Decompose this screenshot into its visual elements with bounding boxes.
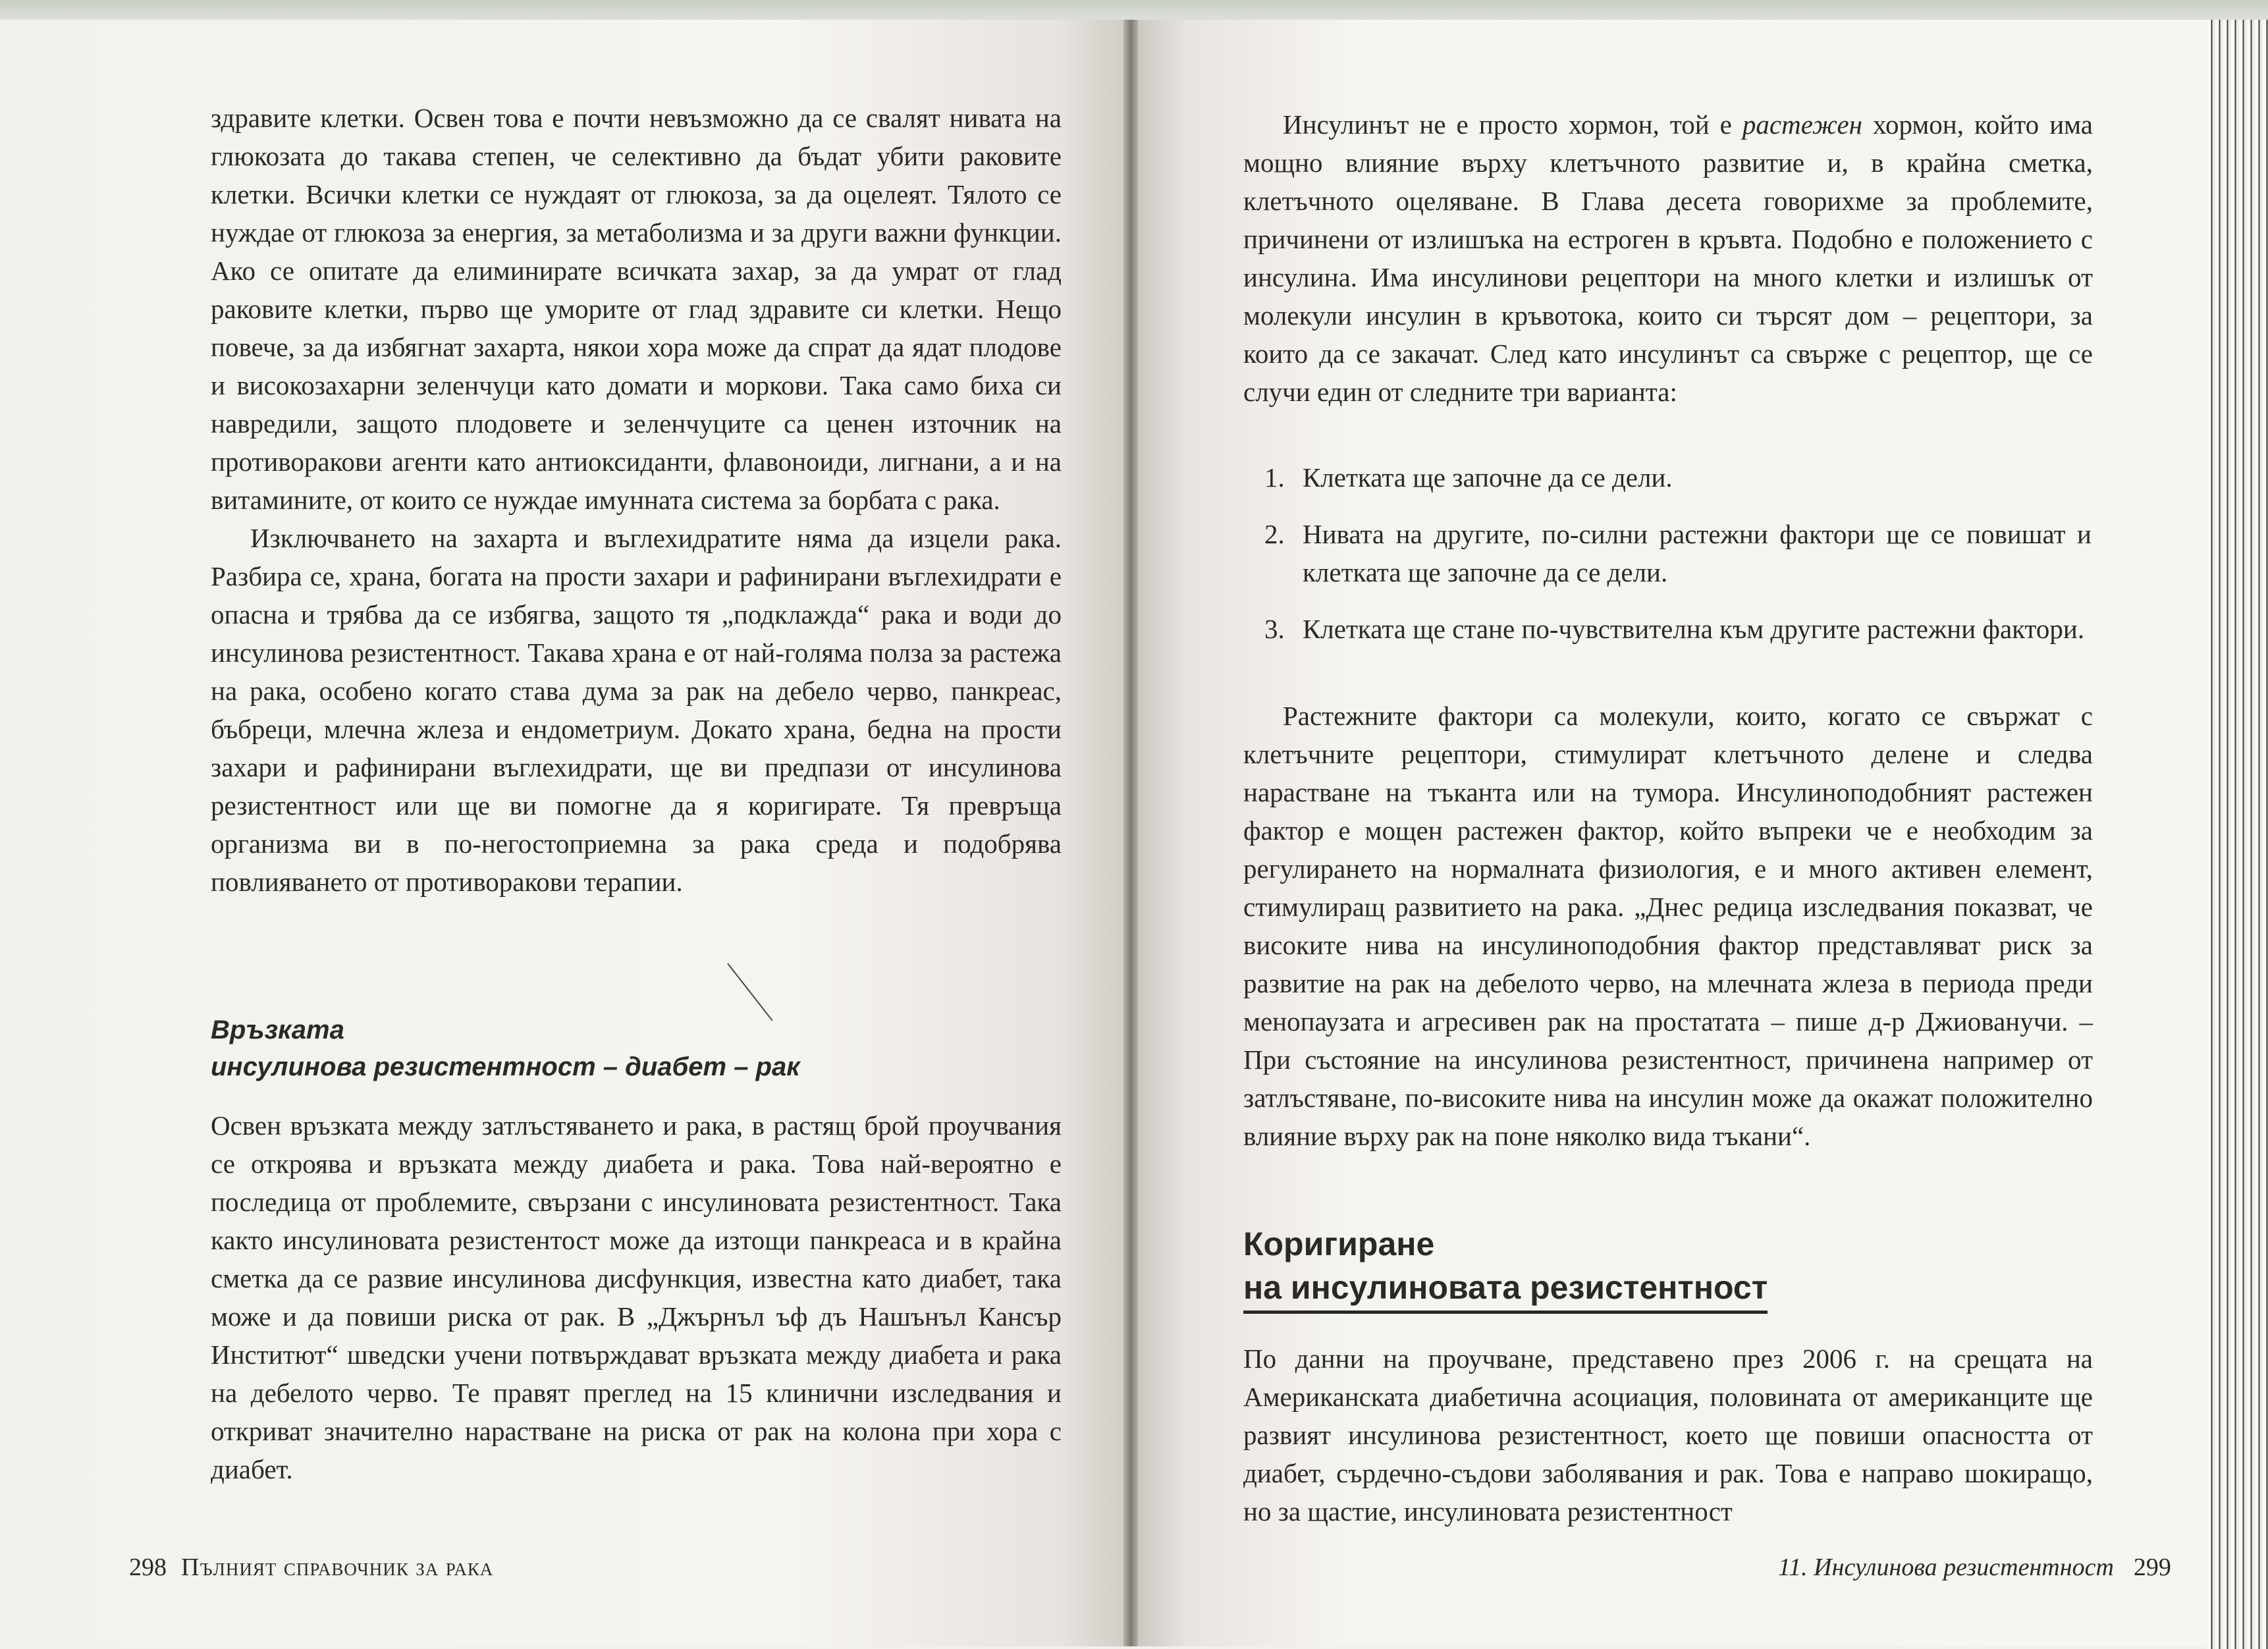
left-folio — [129, 1552, 493, 1583]
list-item-text: Клетката ще стане по-чувствителна към другите растежни фактори. — [1303, 614, 2085, 644]
right-section-text — [1243, 1339, 2093, 1530]
list-item-text: Нивата на другите, по-силни растежни фактори ще се повишат и клетката ще започне да се дели. — [1303, 519, 2092, 587]
left-section-heading-line2: инсулинова резистентност – диабет – рак — [211, 1052, 800, 1081]
intro-italic-word: растежен — [1742, 109, 1863, 140]
left-paragraph-1: здравите клетки. Освен това е почти невъзможно да се свалят нивата на глюкозата до такава степен, че селективно да бъдат убити раковите клетки. Всички клетки се нуждаят от глюкоза, за да оцелеят. Тялото се нуждае от глюкоза за енергия, за метаболизма и за други важни функции. Ако се опитате да елиминирате всичката захар, за да умрат от глад раковите клетки, първо ще уморите от глад здравите си клетки. Нещо повече, за да избягнат захарта, някои хора може да спрат да ядат плодове и високозахарни зеленчуци като домати и моркови. Така само биха си навредили, защото плодовете и зеленчуците са ценен източник на противоракови агенти като антиоксиданти, флавоноиди, лигнани, а и на витамините, от които се нуждае имунната система за борбата с рака. — [211, 103, 1062, 515]
list-item-number: 3. — [1264, 614, 1285, 644]
list-item — [1264, 610, 2092, 648]
right-growth-text — [1243, 697, 2093, 1155]
left-paragraph-2: Изключването на захарта и въглехидратите няма да изцели рака. Разбира се, храна, богата на прости захари и рафинирани въглехидрати е опасна и трябва да се избягва, защото тя „подклажда“ рака и води до инсулинова резистентност. Такава храна е от най-голяма полза за растежа на рака, особено когато става дума за рак на дебело черво, панкреас, бъбреци, млечна жлеза и ендометриум. Докато храна, бедна на прости захари и рафинирани въглехидрати, ще ви предпази от инсулинова резистентност или ще ви помогне да я коригирате. Тя превръща организма ви в по-негостоприемна за рака среда и подобрява повлияването от противоракови терапии. — [211, 523, 1062, 897]
left-section-paragraph: Освен връзката между затлъстяването и рака, в растящ брой проучвания се откроява и връзката между диабета и рака. Това най-вероятно е последица от проблемите, свързани с инсулиновата резистентност. Така както инсулиновата резистентост може да изтощи панкреаса и в крайна сметка да се развие инсулинова дисфункция, известна като диабет, така може и да повиши риска от рак. В „Джърнъл ъф дъ Нашънъл Кансър Инститют“ шведски учени потвърждават връзката между диабета и рака на дебелото черво. Те правят преглед на 15 клинични изследвания и откриват значително нарастване на риска от рак на колона при хора с диабет. — [211, 1110, 1062, 1484]
page-number-right: 299 — [2133, 1554, 2171, 1581]
list-item-text: Клетката ще започне да се дели. — [1303, 462, 1673, 493]
page-number-left: 298 — [129, 1554, 167, 1581]
intro-text-after: хормон, който има мощно влияние върху клетъчното развитие и, в крайна сметка, клетъчното оцеляване. В Глава десета говорихме за проблемите, причинени от излишъка на естроген в кръвта. Подобно е положението с инсулина. Има инсулинови рецептори на много клетки и излишък от молекули инсулин в кръвотока, които си търсят дом – рецептори, за които да се закачат. След като инсулинът са свърже с рецептор, ще се случи един от следните три варианта: — [1243, 109, 2093, 407]
right-section-heading-line2: на инсулиновата резистентност — [1243, 1266, 1768, 1314]
list-item-number: 2. — [1264, 519, 1285, 549]
list-item — [1264, 515, 2092, 591]
running-head-right: 11. Инсулинова резистентност — [1778, 1554, 2114, 1581]
right-intro-paragraph — [1243, 105, 2093, 411]
list-item-number: 1. — [1264, 462, 1285, 493]
intro-text-before: Инсулинът не е просто хормон, той е — [1283, 109, 1742, 140]
right-folio — [1778, 1552, 2171, 1583]
left-section-heading — [211, 1012, 800, 1085]
numbered-list — [1264, 458, 2092, 666]
page-edges — [2207, 20, 2268, 1649]
right-section-heading-line1: Коригиране — [1243, 1226, 1435, 1262]
list-item — [1264, 458, 2092, 497]
book-gutter — [1123, 20, 1138, 1646]
running-head-left: Пълният справочник за рака — [181, 1554, 494, 1581]
growth-factors-paragraph: Растежните фактори са молекули, които, когато се свържат с клетъчните рецептори, стимулират клетъчното делене и следва нарастване на тъканта или на тумора. Инсулиноподобният растежен фактор е мощен растежен фактор, който въпреки че е необходим за регулирането на нормалната физиология, е и много активен елемент, стимулиращ развитието на рака. „Днес редица изследвания показват, че високите нива на инсулиноподобния фактор представляват риск за развитие на рак на дебелото черво, на млечната жлеза в периода преди менопаузата и агресивен рак на простатата – пише д-р Джиованучи. – При състояние на инсулинова резистентност, причинена например от затлъстяване, по-високите нива на инсулин може да окажат положително влияние върху рак на поне няколко вида тъкани“. — [1243, 701, 2093, 1151]
left-body-text — [211, 99, 1062, 901]
right-section-heading — [1243, 1222, 1768, 1314]
right-section-paragraph: По данни на проучване, представено през 2006 г. на срещата на Американската диабетична асоциация, половината от американците ще развият инсулинова резистентност, което ще повиши опасността от диабет, сърдечно-съдови заболявания и рак. Това е направо шокиращо, но за щастие, инсулиновата резистентност — [1243, 1343, 2093, 1527]
right-intro-text — [1243, 105, 2093, 411]
left-section-heading-line1: Връзката — [211, 1015, 344, 1044]
left-section-text — [211, 1106, 1062, 1488]
